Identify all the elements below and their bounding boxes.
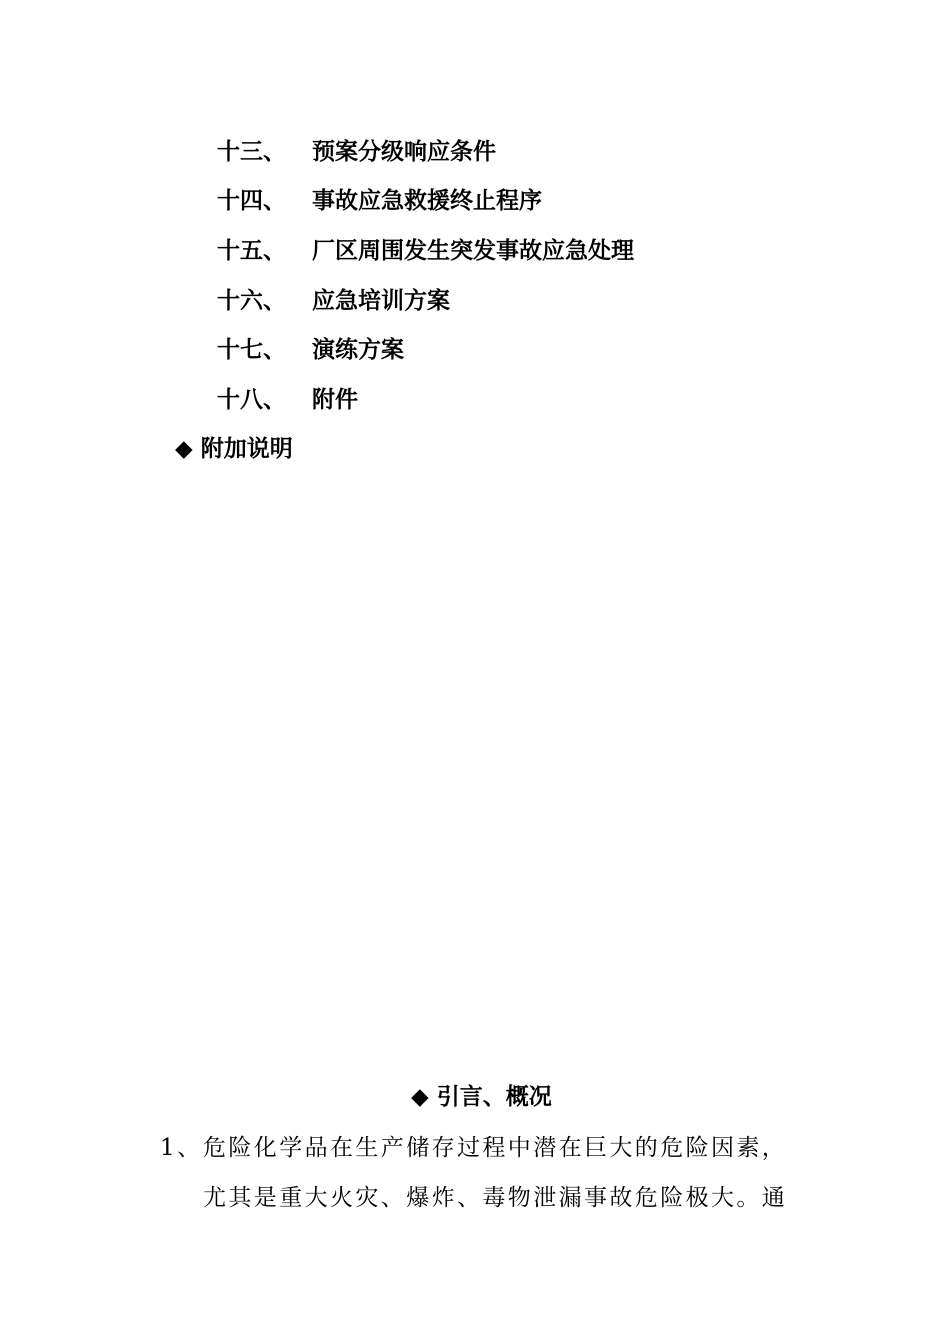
- toc-item-number: 十八、: [217, 386, 286, 413]
- paragraph-line: 危险化学品在生产储存过程中潜在巨大的危险因素，: [203, 1135, 788, 1161]
- toc-item-title: 附件: [312, 386, 358, 413]
- diamond-bullet-icon: ◆: [411, 1083, 429, 1110]
- toc-item-number: 十六、: [217, 287, 286, 314]
- toc-item-number: 十四、: [217, 187, 286, 214]
- section-heading-text: 引言、概况: [436, 1083, 552, 1110]
- toc-item-number: 十三、: [217, 138, 286, 165]
- toc-item-title: 预案分级响应条件: [312, 138, 496, 165]
- toc-item-title: 演练方案: [312, 336, 404, 363]
- section-heading: [411, 1082, 552, 1112]
- toc-item-title: 应急培训方案: [312, 287, 450, 314]
- appendix-line: [175, 434, 293, 464]
- toc-item-number: 十五、: [217, 237, 286, 264]
- toc-item-number: 十七、: [217, 336, 286, 363]
- toc-item-title: 事故应急救援终止程序: [312, 187, 542, 214]
- paragraph-line: 尤其是重大火灾、爆炸、毒物泄漏事故危险极大。通: [203, 1185, 788, 1211]
- toc-item-title: 厂区周围发生突发事故应急处理: [312, 237, 634, 264]
- paragraph-number: 1、: [160, 1135, 203, 1161]
- appendix-label: 附加说明: [200, 435, 293, 462]
- diamond-bullet-icon: ◆: [175, 435, 193, 462]
